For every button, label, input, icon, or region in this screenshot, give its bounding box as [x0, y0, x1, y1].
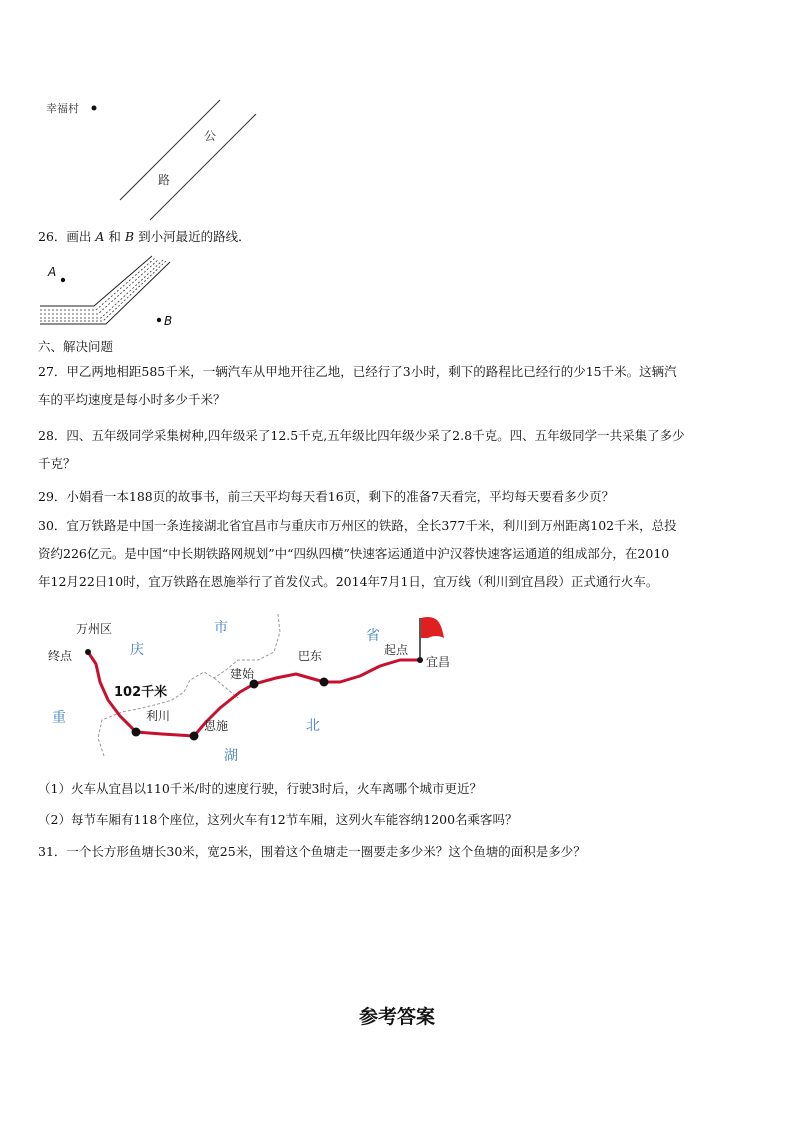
q28: 28．四、五年级同学采集树种,四年级采了12.5千克,五年级比四年级少采了2.8千克。四、五年级同学一共采集了多少 千克？ — [38, 428, 685, 471]
q30-text: 30．宜万铁路是中国一条连接湖北省宜昌市与重庆市万州区的铁路，全长377千米，利川到万州距离102千米，总投 资约226亿元。是中国“中长期铁路网规划”中“四纵四横”快速客运通道中沪汉蓉快速客运通道的组成部分，在2010 年12月22日10时，宜万铁路在恩施举行了首发仪式。2014年7月1日，宜万线（利川到宜昌段）正式通行火车。 — [38, 518, 677, 589]
label-badong: 巴东 — [298, 649, 323, 663]
q30-sub1: （1）火车从宜昌以110千米/时的速度行驶，行驶3时后，火车离哪个城市更近？ — [38, 781, 482, 796]
label-chong: 重 — [52, 710, 66, 726]
road-edge-right — [150, 114, 256, 220]
label-wanzhou: 万州区 — [76, 622, 113, 636]
label-bei: 北 — [306, 718, 320, 734]
point-b-dot — [157, 318, 161, 322]
label-hu: 湖 — [224, 748, 238, 764]
railway-map — [38, 612, 458, 768]
section-title: 六、解决问题 — [38, 339, 114, 354]
label-shi: 市 — [214, 620, 228, 636]
point-b-label: B — [164, 314, 173, 328]
label-enshi: 恩施 — [204, 719, 229, 733]
river-figure — [36, 254, 206, 334]
label-terminal: 终点 — [48, 649, 73, 663]
label-sheng: 省 — [366, 628, 380, 644]
label-start: 起点 — [384, 643, 409, 657]
point-a-label: A — [48, 265, 57, 279]
station-badong — [320, 678, 329, 687]
station-lichuan — [132, 728, 141, 737]
label-jianshi: 建始 — [230, 667, 255, 681]
station-enshi — [190, 732, 199, 741]
q30-sub2: （2）每节车厢有118个座位，这列火车有12节车厢，这列火车能容纳1200名乘客吗？ — [38, 812, 518, 827]
q29: 29．小娟看一本188页的故事书，前三天平均每天看16页，剩下的准备7天看完，平均每天要看多少页？ — [38, 489, 615, 504]
station-wanzhou — [85, 649, 91, 655]
river-bank-upper — [40, 256, 152, 306]
label-qing: 庆 — [130, 642, 144, 658]
river-water-line-4 — [40, 261, 166, 321]
village-dot — [92, 106, 97, 111]
road-figure — [36, 92, 276, 232]
q26-text: 26．画出 A 和 B 到小河最近的路线． — [38, 229, 251, 244]
village-label: 幸福村 — [46, 102, 79, 115]
answer-title: 参考答案 — [358, 1006, 435, 1028]
label-lichuan: 利川 — [146, 709, 171, 723]
road-char-2: 路 — [158, 173, 171, 187]
point-a-dot — [61, 278, 65, 282]
river-water-line-1 — [40, 258, 155, 310]
q31: 31．一个长方形鱼塘长30米，宽25米，围着这个鱼塘走一圈要走多少米？这个鱼塘的面积是多少？ — [38, 844, 586, 859]
river-water-line-3 — [40, 260, 163, 318]
flag-icon — [421, 617, 444, 638]
label-yichang: 宜昌 — [426, 655, 451, 669]
q27: 27．甲乙两地相距585千米，一辆汽车从甲地开往乙地，已经行了3小时，剩下的路程比已经行的少15千米。这辆汽 车的平均速度是每小时多少千米？ — [38, 364, 677, 407]
road-char-1: 公 — [204, 129, 217, 143]
label-distance: 102千米 — [114, 685, 168, 700]
